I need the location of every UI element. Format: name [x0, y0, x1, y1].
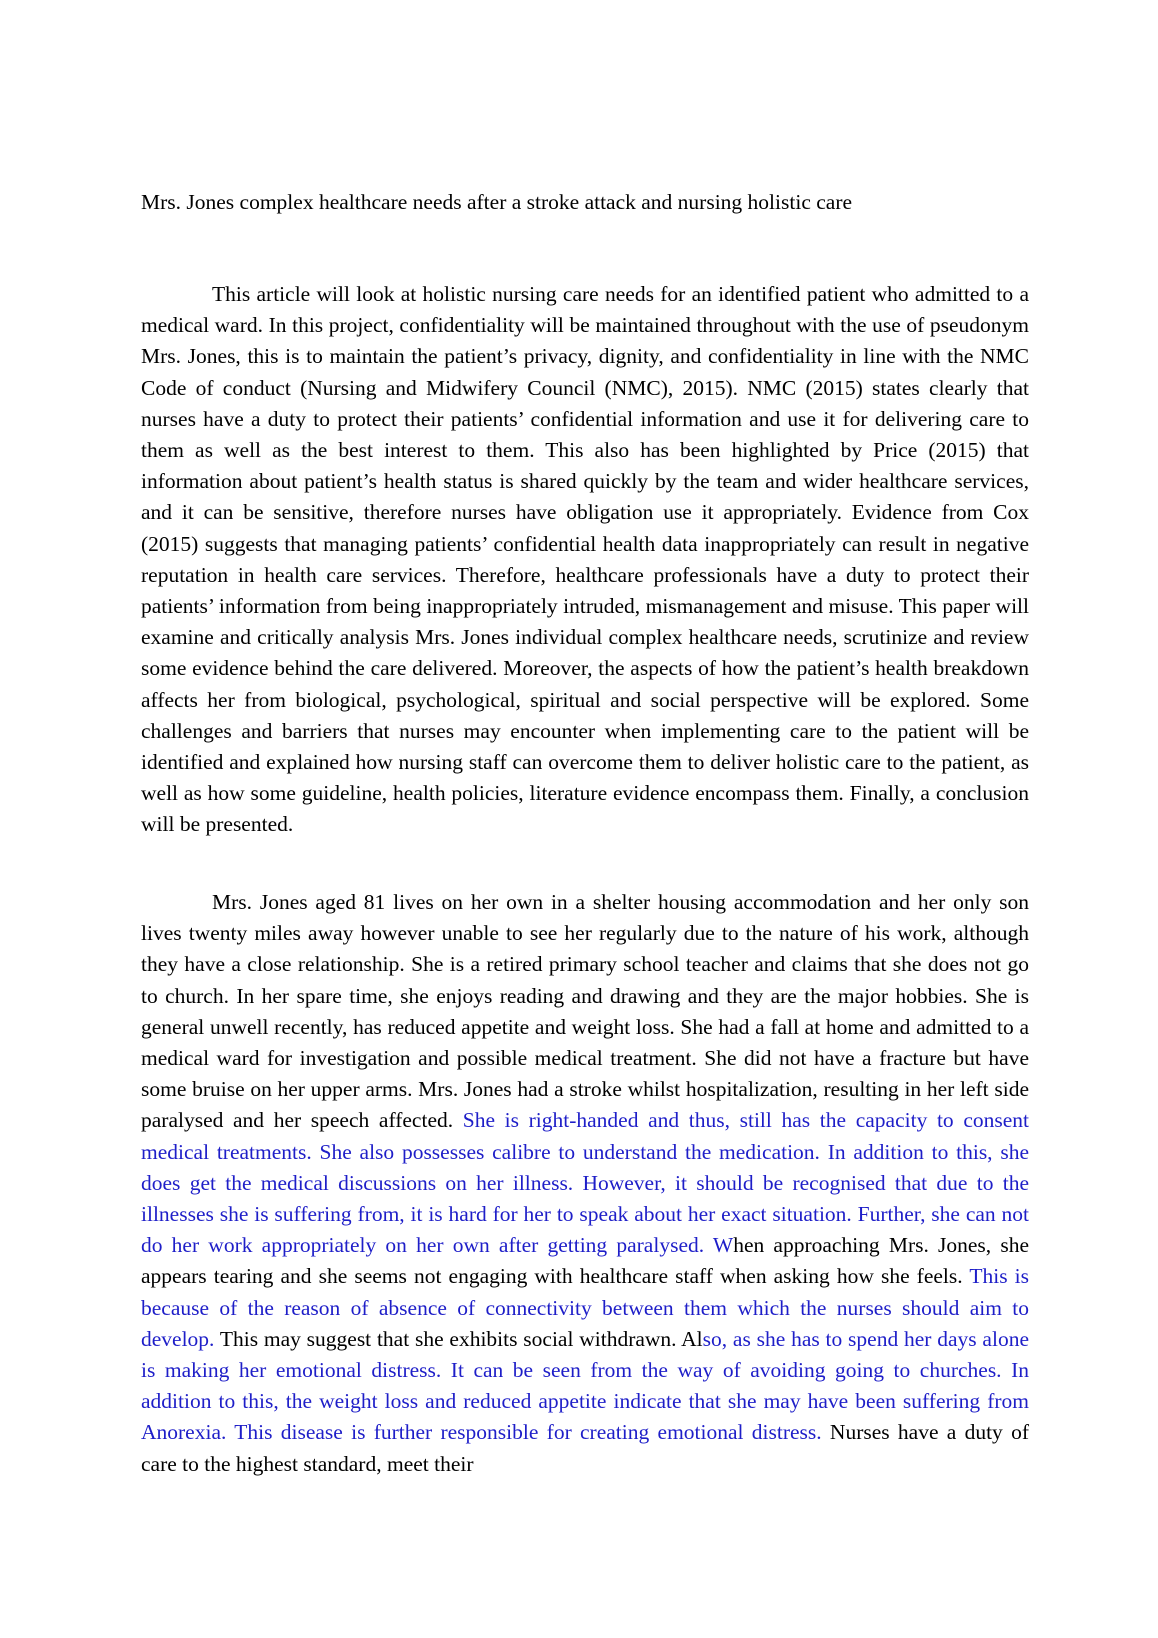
paragraph-2-text-segment: hen approaching Mrs. Jones, she appears tearing and she seems not engaging with healthcare staff when asking how she feels. [141, 1233, 1029, 1289]
paragraph-2-highlighted-segment: She is right-handed and thus, still has the capacity to consent medical treatments. She also possesses calibre to understand the medication. In addition to this, she does get the medical discussions on her illness. However, it should be recognised that due to the illnesses she is suffering from, it is hard for her to speak about her exact situation. Further, she can not do her work appropriately on her own after getting paralysed. W [141, 1108, 1029, 1258]
paragraph-introduction: This article will look at holistic nursing care needs for an identified patient who admitted to a medical ward. In this project, confidentiality will be maintained throughout with the use of pseudonym Mrs. Jones, this is to maintain the patient’s privacy, dignity, and confidentiality in line with the NMC Code of conduct (Nursing and Midwifery Council (NMC), 2015). NMC (2015) states clearly that nurses have a duty to protect their patients’ confidential information and use it for delivering care to them as well as the best interest to them. This also has been highlighted by Price (2015) that information about patient’s health status is shared quickly by the team and wider healthcare services, and it can be sensitive, therefore nurses have obligation use it appropriately. Evidence from Cox (2015) suggests that managing patients’ confidential health data inappropriately can result in negative reputation in health care services. Therefore, healthcare professionals have a duty to protect their patients’ information from being inappropriately intruded, mismanagement and misuse. This paper will examine and critically analysis Mrs. Jones individual complex healthcare needs, scrutinize and review some evidence behind the care delivered. Moreover, the aspects of how the patient’s health breakdown affects her from biological, psychological, spiritual and social perspective will be explored. Some challenges and barriers that nurses may encounter when implementing care to the patient will be identified and explained how nursing staff can overcome them to deliver holistic care to the patient, as well as how some guideline, health policies, literature evidence encompass them. Finally, a conclusion will be presented. [141, 282, 1029, 837]
paragraph-2-text-segment: Mrs. Jones aged 81 lives on her own in a shelter housing accommodation and her only son lives twenty miles away however unable to see her regularly due to the nature of his work, although they have a close relationship. She is a retired primary school teacher and claims that she does not go to church. In her spare time, she enjoys reading and drawing and they are the major hobbies. She is general unwell recently, has reduced appetite and weight loss. She had a fall at home and admitted to a medical ward for investigation and possible medical treatment. She did not have a fracture but have some bruise on her upper arms. Mrs. Jones had a stroke whilst hospitalization, resulting in her left side paralysed and her speech affected. [141, 890, 1029, 1133]
paragraph-2-highlighted-segment: This is because of the reason of absence of connectivity between them which the nurses should aim to develop. [141, 1264, 1029, 1351]
paragraph-patient-background [141, 887, 1029, 1480]
paragraph-2-text-segment: Nurses have a duty of care to the highest standard, meet their [141, 1420, 1029, 1476]
document-title: Mrs. Jones complex healthcare needs after a stroke attack and nursing holistic care [141, 190, 853, 214]
paragraph-2-text-segment: This may suggest that she exhibits social withdrawn. Al [214, 1326, 703, 1351]
paragraph-2-highlighted-segment: so, as she has to spend her days alone is making her emotional distress. It can be seen from the way of avoiding going to churches. In addition to this, the weight loss and reduced appetite indicate that she may have been suffering from Anorexia. This disease is further responsible for creating emotional distress. [141, 1326, 1029, 1445]
